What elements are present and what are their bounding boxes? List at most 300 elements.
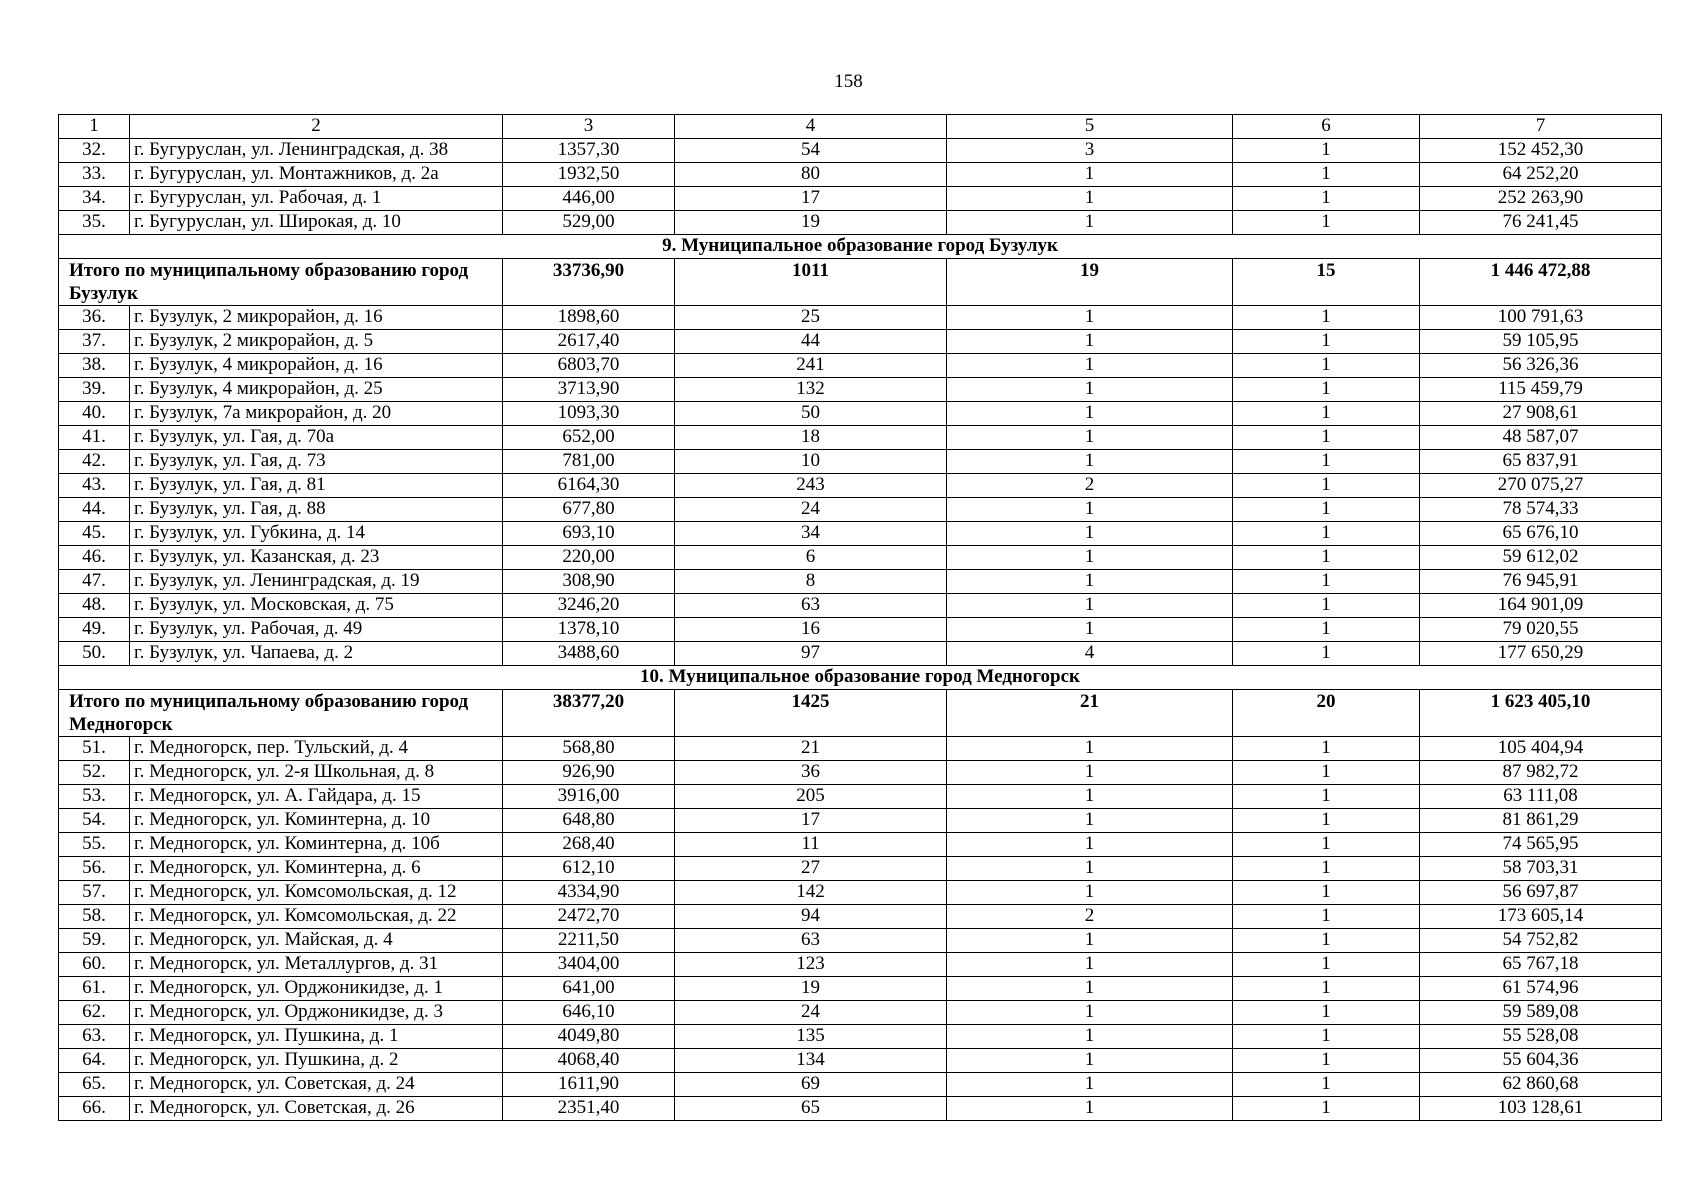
col6-value-cell: 1	[1233, 354, 1420, 378]
table-row	[59, 546, 1662, 570]
col5-value-cell: 1	[947, 402, 1233, 426]
section-title: 9. Муниципальное образование город Бузулук	[59, 235, 1662, 259]
col4-value-cell: 50	[675, 402, 947, 426]
col4-value-cell: 19	[675, 977, 947, 1001]
cost-value-cell: 76 945,91	[1420, 570, 1662, 594]
col4-value-cell: 97	[675, 642, 947, 666]
area-cell: 4049,80	[503, 1025, 675, 1049]
column-number-header-row	[59, 115, 1662, 139]
total-label: Итого по муниципальному образованию город Медногорск	[59, 690, 503, 737]
col5-value-cell: 1	[947, 761, 1233, 785]
table-row	[59, 570, 1662, 594]
row-number-cell: 39.	[59, 378, 130, 402]
address-cell: г. Медногорск, пер. Тульский, д. 4	[130, 737, 503, 761]
table-row	[59, 881, 1662, 905]
area-cell: 926,90	[503, 761, 675, 785]
area-cell: 4068,40	[503, 1049, 675, 1073]
col5-value-cell: 4	[947, 642, 1233, 666]
col4-value-cell: 10	[675, 450, 947, 474]
cost-value-cell: 100 791,63	[1420, 306, 1662, 330]
total-value: 1011	[675, 259, 947, 306]
col5-value-cell: 1	[947, 498, 1233, 522]
col4-value-cell: 80	[675, 163, 947, 187]
address-cell: г. Медногорск, ул. Металлургов, д. 31	[130, 953, 503, 977]
row-number-cell: 65.	[59, 1073, 130, 1097]
col6-value-cell: 1	[1233, 929, 1420, 953]
area-cell: 652,00	[503, 426, 675, 450]
row-number-cell: 50.	[59, 642, 130, 666]
col4-value-cell: 34	[675, 522, 947, 546]
section-title-row	[59, 235, 1662, 259]
cost-value-cell: 65 767,18	[1420, 953, 1662, 977]
total-value: 1425	[675, 690, 947, 737]
col6-value-cell: 1	[1233, 618, 1420, 642]
row-number-cell: 57.	[59, 881, 130, 905]
col5-value-cell: 1	[947, 785, 1233, 809]
area-cell: 1378,10	[503, 618, 675, 642]
col5-value-cell: 3	[947, 139, 1233, 163]
col5-value-cell: 1	[947, 737, 1233, 761]
col5-value-cell: 1	[947, 378, 1233, 402]
col5-value-cell: 1	[947, 1097, 1233, 1121]
col6-value-cell: 1	[1233, 1049, 1420, 1073]
area-cell: 1357,30	[503, 139, 675, 163]
col4-value-cell: 8	[675, 570, 947, 594]
area-cell: 220,00	[503, 546, 675, 570]
row-number-cell: 49.	[59, 618, 130, 642]
col6-value-cell: 1	[1233, 594, 1420, 618]
col6-value-cell: 1	[1233, 330, 1420, 354]
table-row	[59, 833, 1662, 857]
cost-value-cell: 58 703,31	[1420, 857, 1662, 881]
col5-value-cell: 1	[947, 1073, 1233, 1097]
cost-value-cell: 152 452,30	[1420, 139, 1662, 163]
col5-value-cell: 1	[947, 570, 1233, 594]
row-number-cell: 53.	[59, 785, 130, 809]
col6-value-cell: 1	[1233, 761, 1420, 785]
col4-value-cell: 17	[675, 187, 947, 211]
cost-value-cell: 54 752,82	[1420, 929, 1662, 953]
area-cell: 646,10	[503, 1001, 675, 1025]
col5-value-cell: 1	[947, 1001, 1233, 1025]
cost-value-cell: 48 587,07	[1420, 426, 1662, 450]
section-title: 10. Муниципальное образование город Медногорск	[59, 666, 1662, 690]
col6-value-cell: 1	[1233, 163, 1420, 187]
col4-value-cell: 36	[675, 761, 947, 785]
row-number-cell: 40.	[59, 402, 130, 426]
col4-value-cell: 69	[675, 1073, 947, 1097]
total-value: 1 623 405,10	[1420, 690, 1662, 737]
row-number-cell: 59.	[59, 929, 130, 953]
col6-value-cell: 1	[1233, 402, 1420, 426]
area-cell: 2211,50	[503, 929, 675, 953]
table-row	[59, 857, 1662, 881]
area-cell: 3713,90	[503, 378, 675, 402]
address-cell: г. Медногорск, ул. Пушкина, д. 2	[130, 1049, 503, 1073]
table-row	[59, 187, 1662, 211]
col6-value-cell: 1	[1233, 1025, 1420, 1049]
row-number-cell: 37.	[59, 330, 130, 354]
area-cell: 6164,30	[503, 474, 675, 498]
column-number-header: 7	[1420, 115, 1662, 139]
table-body	[59, 115, 1662, 1121]
address-cell: г. Бугуруслан, ул. Монтажников, д. 2а	[130, 163, 503, 187]
cost-value-cell: 56 326,36	[1420, 354, 1662, 378]
row-number-cell: 47.	[59, 570, 130, 594]
cost-value-cell: 76 241,45	[1420, 211, 1662, 235]
address-cell: г. Медногорск, ул. Майская, д. 4	[130, 929, 503, 953]
address-cell: г. Бузулук, ул. Гая, д. 70а	[130, 426, 503, 450]
area-cell: 677,80	[503, 498, 675, 522]
cost-value-cell: 59 589,08	[1420, 1001, 1662, 1025]
table-row	[59, 977, 1662, 1001]
table-row	[59, 905, 1662, 929]
row-number-cell: 66.	[59, 1097, 130, 1121]
table-row	[59, 450, 1662, 474]
total-value: 1 446 472,88	[1420, 259, 1662, 306]
data-table	[58, 114, 1662, 1121]
col6-value-cell: 1	[1233, 546, 1420, 570]
total-row	[59, 259, 1662, 306]
col6-value-cell: 1	[1233, 139, 1420, 163]
col4-value-cell: 132	[675, 378, 947, 402]
area-cell: 2472,70	[503, 905, 675, 929]
col6-value-cell: 1	[1233, 474, 1420, 498]
table-row	[59, 354, 1662, 378]
col6-value-cell: 1	[1233, 426, 1420, 450]
area-cell: 6803,70	[503, 354, 675, 378]
cost-value-cell: 59 105,95	[1420, 330, 1662, 354]
table-row	[59, 785, 1662, 809]
col5-value-cell: 2	[947, 474, 1233, 498]
address-cell: г. Медногорск, ул. Советская, д. 26	[130, 1097, 503, 1121]
cost-value-cell: 164 901,09	[1420, 594, 1662, 618]
cost-value-cell: 62 860,68	[1420, 1073, 1662, 1097]
cost-value-cell: 79 020,55	[1420, 618, 1662, 642]
col6-value-cell: 1	[1233, 905, 1420, 929]
col5-value-cell: 1	[947, 163, 1233, 187]
col4-value-cell: 21	[675, 737, 947, 761]
cost-value-cell: 65 676,10	[1420, 522, 1662, 546]
cost-value-cell: 115 459,79	[1420, 378, 1662, 402]
col6-value-cell: 1	[1233, 570, 1420, 594]
table-row	[59, 306, 1662, 330]
table-row	[59, 761, 1662, 785]
col4-value-cell: 134	[675, 1049, 947, 1073]
col6-value-cell: 1	[1233, 450, 1420, 474]
cost-value-cell: 63 111,08	[1420, 785, 1662, 809]
total-value: 21	[947, 690, 1233, 737]
row-number-cell: 63.	[59, 1025, 130, 1049]
area-cell: 612,10	[503, 857, 675, 881]
col5-value-cell: 1	[947, 833, 1233, 857]
area-cell: 3246,20	[503, 594, 675, 618]
col5-value-cell: 1	[947, 187, 1233, 211]
col6-value-cell: 1	[1233, 306, 1420, 330]
address-cell: г. Бузулук, 4 микрорайон, д. 16	[130, 354, 503, 378]
table-row	[59, 211, 1662, 235]
total-value: 20	[1233, 690, 1420, 737]
table-row	[59, 1049, 1662, 1073]
col5-value-cell: 1	[947, 953, 1233, 977]
col4-value-cell: 24	[675, 1001, 947, 1025]
column-number-header: 5	[947, 115, 1233, 139]
cost-value-cell: 55 528,08	[1420, 1025, 1662, 1049]
address-cell: г. Медногорск, ул. Коминтерна, д. 10б	[130, 833, 503, 857]
col6-value-cell: 1	[1233, 809, 1420, 833]
col6-value-cell: 1	[1233, 378, 1420, 402]
total-value: 15	[1233, 259, 1420, 306]
col4-value-cell: 54	[675, 139, 947, 163]
table-row	[59, 642, 1662, 666]
col5-value-cell: 1	[947, 881, 1233, 905]
cost-value-cell: 74 565,95	[1420, 833, 1662, 857]
row-number-cell: 51.	[59, 737, 130, 761]
col6-value-cell: 1	[1233, 833, 1420, 857]
col4-value-cell: 94	[675, 905, 947, 929]
area-cell: 693,10	[503, 522, 675, 546]
col6-value-cell: 1	[1233, 522, 1420, 546]
col4-value-cell: 18	[675, 426, 947, 450]
area-cell: 268,40	[503, 833, 675, 857]
area-cell: 1093,30	[503, 402, 675, 426]
table-row	[59, 330, 1662, 354]
column-number-header: 2	[130, 115, 503, 139]
area-cell: 2617,40	[503, 330, 675, 354]
table-row	[59, 594, 1662, 618]
col6-value-cell: 1	[1233, 1001, 1420, 1025]
col4-value-cell: 241	[675, 354, 947, 378]
col5-value-cell: 1	[947, 809, 1233, 833]
area-cell: 446,00	[503, 187, 675, 211]
area-cell: 781,00	[503, 450, 675, 474]
address-cell: г. Бузулук, ул. Казанская, д. 23	[130, 546, 503, 570]
table-row	[59, 402, 1662, 426]
total-row	[59, 690, 1662, 737]
row-number-cell: 55.	[59, 833, 130, 857]
row-number-cell: 46.	[59, 546, 130, 570]
row-number-cell: 33.	[59, 163, 130, 187]
col4-value-cell: 17	[675, 809, 947, 833]
cost-value-cell: 252 263,90	[1420, 187, 1662, 211]
row-number-cell: 62.	[59, 1001, 130, 1025]
row-number-cell: 48.	[59, 594, 130, 618]
col5-value-cell: 1	[947, 1049, 1233, 1073]
col4-value-cell: 123	[675, 953, 947, 977]
column-number-header: 6	[1233, 115, 1420, 139]
address-cell: г. Медногорск, ул. Орджоникидзе, д. 1	[130, 977, 503, 1001]
table-row	[59, 1001, 1662, 1025]
table-row	[59, 378, 1662, 402]
area-cell: 1932,50	[503, 163, 675, 187]
area-cell: 648,80	[503, 809, 675, 833]
col6-value-cell: 1	[1233, 1073, 1420, 1097]
col4-value-cell: 65	[675, 1097, 947, 1121]
address-cell: г. Медногорск, ул. А. Гайдара, д. 15	[130, 785, 503, 809]
col4-value-cell: 6	[675, 546, 947, 570]
row-number-cell: 54.	[59, 809, 130, 833]
cost-value-cell: 56 697,87	[1420, 881, 1662, 905]
col5-value-cell: 1	[947, 354, 1233, 378]
area-cell: 3404,00	[503, 953, 675, 977]
col5-value-cell: 1	[947, 330, 1233, 354]
cost-value-cell: 270 075,27	[1420, 474, 1662, 498]
area-cell: 308,90	[503, 570, 675, 594]
cost-value-cell: 61 574,96	[1420, 977, 1662, 1001]
col5-value-cell: 2	[947, 905, 1233, 929]
row-number-cell: 41.	[59, 426, 130, 450]
table-row	[59, 1097, 1662, 1121]
col5-value-cell: 1	[947, 977, 1233, 1001]
table-row	[59, 1025, 1662, 1049]
address-cell: г. Бузулук, 7а микрорайон, д. 20	[130, 402, 503, 426]
table-row	[59, 139, 1662, 163]
column-number-header: 4	[675, 115, 947, 139]
cost-value-cell: 64 252,20	[1420, 163, 1662, 187]
row-number-cell: 38.	[59, 354, 130, 378]
table-row	[59, 953, 1662, 977]
col5-value-cell: 1	[947, 618, 1233, 642]
col5-value-cell: 1	[947, 929, 1233, 953]
area-cell: 529,00	[503, 211, 675, 235]
column-number-header: 3	[503, 115, 675, 139]
address-cell: г. Бузулук, ул. Рабочая, д. 49	[130, 618, 503, 642]
col5-value-cell: 1	[947, 450, 1233, 474]
table-row	[59, 929, 1662, 953]
col6-value-cell: 1	[1233, 881, 1420, 905]
section-title-row	[59, 666, 1662, 690]
column-number-header: 1	[59, 115, 130, 139]
table-row	[59, 522, 1662, 546]
cost-value-cell: 105 404,94	[1420, 737, 1662, 761]
address-cell: г. Бузулук, ул. Ленинградская, д. 19	[130, 570, 503, 594]
col6-value-cell: 1	[1233, 498, 1420, 522]
cost-value-cell: 87 982,72	[1420, 761, 1662, 785]
row-number-cell: 64.	[59, 1049, 130, 1073]
col4-value-cell: 243	[675, 474, 947, 498]
total-value: 19	[947, 259, 1233, 306]
area-cell: 568,80	[503, 737, 675, 761]
cost-value-cell: 177 650,29	[1420, 642, 1662, 666]
col4-value-cell: 135	[675, 1025, 947, 1049]
col4-value-cell: 63	[675, 594, 947, 618]
col5-value-cell: 1	[947, 211, 1233, 235]
cost-value-cell: 55 604,36	[1420, 1049, 1662, 1073]
total-label: Итого по муниципальному образованию город Бузулук	[59, 259, 503, 306]
total-value: 33736,90	[503, 259, 675, 306]
cost-value-cell: 65 837,91	[1420, 450, 1662, 474]
area-cell: 1611,90	[503, 1073, 675, 1097]
address-cell: г. Бузулук, ул. Гая, д. 88	[130, 498, 503, 522]
table-row	[59, 498, 1662, 522]
row-number-cell: 42.	[59, 450, 130, 474]
col4-value-cell: 24	[675, 498, 947, 522]
col6-value-cell: 1	[1233, 642, 1420, 666]
address-cell: г. Медногорск, ул. Коминтерна, д. 6	[130, 857, 503, 881]
address-cell: г. Медногорск, ул. Пушкина, д. 1	[130, 1025, 503, 1049]
area-cell: 4334,90	[503, 881, 675, 905]
area-cell: 641,00	[503, 977, 675, 1001]
row-number-cell: 32.	[59, 139, 130, 163]
col4-value-cell: 11	[675, 833, 947, 857]
col4-value-cell: 63	[675, 929, 947, 953]
table-row	[59, 163, 1662, 187]
total-value: 38377,20	[503, 690, 675, 737]
col5-value-cell: 1	[947, 594, 1233, 618]
address-cell: г. Медногорск, ул. Орджоникидзе, д. 3	[130, 1001, 503, 1025]
col4-value-cell: 25	[675, 306, 947, 330]
address-cell: г. Бугуруслан, ул. Рабочая, д. 1	[130, 187, 503, 211]
col6-value-cell: 1	[1233, 785, 1420, 809]
col5-value-cell: 1	[947, 857, 1233, 881]
row-number-cell: 44.	[59, 498, 130, 522]
row-number-cell: 52.	[59, 761, 130, 785]
col4-value-cell: 205	[675, 785, 947, 809]
address-cell: г. Бузулук, ул. Гая, д. 73	[130, 450, 503, 474]
cost-value-cell: 59 612,02	[1420, 546, 1662, 570]
area-cell: 3916,00	[503, 785, 675, 809]
cost-value-cell: 27 908,61	[1420, 402, 1662, 426]
col5-value-cell: 1	[947, 306, 1233, 330]
col4-value-cell: 44	[675, 330, 947, 354]
table-row	[59, 474, 1662, 498]
row-number-cell: 34.	[59, 187, 130, 211]
row-number-cell: 45.	[59, 522, 130, 546]
page-number: 158	[834, 71, 863, 92]
table-row	[59, 737, 1662, 761]
address-cell: г. Бузулук, 2 микрорайон, д. 5	[130, 330, 503, 354]
table-row	[59, 618, 1662, 642]
table-row	[59, 426, 1662, 450]
col4-value-cell: 142	[675, 881, 947, 905]
address-cell: г. Медногорск, ул. Комсомольская, д. 12	[130, 881, 503, 905]
address-cell: г. Бузулук, ул. Чапаева, д. 2	[130, 642, 503, 666]
row-number-cell: 36.	[59, 306, 130, 330]
row-number-cell: 43.	[59, 474, 130, 498]
cost-value-cell: 103 128,61	[1420, 1097, 1662, 1121]
address-cell: г. Бузулук, ул. Губкина, д. 14	[130, 522, 503, 546]
col4-value-cell: 27	[675, 857, 947, 881]
col6-value-cell: 1	[1233, 737, 1420, 761]
cost-value-cell: 78 574,33	[1420, 498, 1662, 522]
cost-value-cell: 81 861,29	[1420, 809, 1662, 833]
area-cell: 1898,60	[503, 306, 675, 330]
col5-value-cell: 1	[947, 426, 1233, 450]
area-cell: 3488,60	[503, 642, 675, 666]
row-number-cell: 56.	[59, 857, 130, 881]
col5-value-cell: 1	[947, 522, 1233, 546]
address-cell: г. Бузулук, ул. Гая, д. 81	[130, 474, 503, 498]
col6-value-cell: 1	[1233, 187, 1420, 211]
table-row	[59, 1073, 1662, 1097]
row-number-cell: 61.	[59, 977, 130, 1001]
area-cell: 2351,40	[503, 1097, 675, 1121]
col6-value-cell: 1	[1233, 857, 1420, 881]
address-cell: г. Медногорск, ул. Коминтерна, д. 10	[130, 809, 503, 833]
col4-value-cell: 16	[675, 618, 947, 642]
col6-value-cell: 1	[1233, 1097, 1420, 1121]
row-number-cell: 35.	[59, 211, 130, 235]
address-cell: г. Медногорск, ул. Советская, д. 24	[130, 1073, 503, 1097]
col6-value-cell: 1	[1233, 211, 1420, 235]
col6-value-cell: 1	[1233, 977, 1420, 1001]
row-number-cell: 60.	[59, 953, 130, 977]
address-cell: г. Бузулук, 2 микрорайон, д. 16	[130, 306, 503, 330]
col4-value-cell: 19	[675, 211, 947, 235]
col5-value-cell: 1	[947, 1025, 1233, 1049]
address-cell: г. Бузулук, ул. Московская, д. 75	[130, 594, 503, 618]
cost-value-cell: 173 605,14	[1420, 905, 1662, 929]
